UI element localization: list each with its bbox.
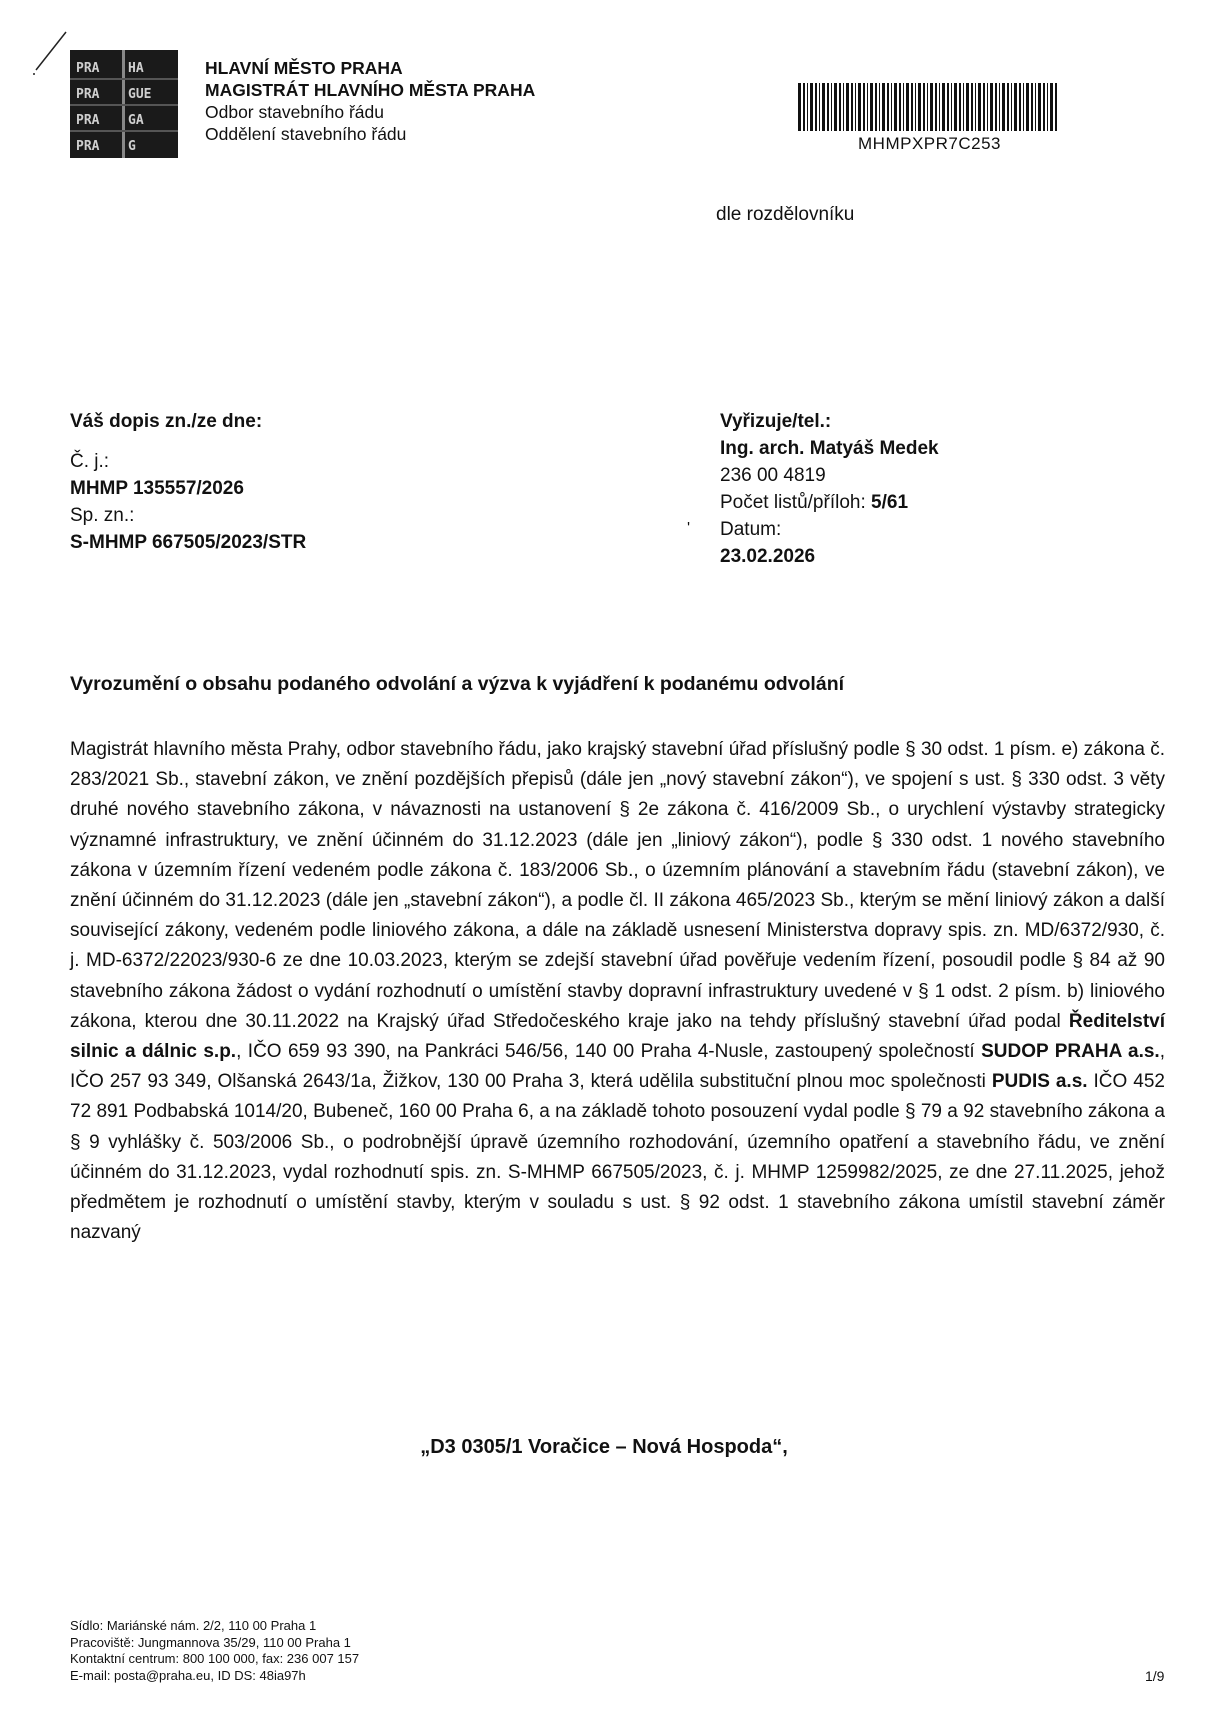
handler-label: Vyřizuje/tel.: [720, 411, 832, 432]
barcode-bar [839, 83, 841, 131]
barcode-bar [923, 83, 925, 131]
body-text-1: Magistrát hlavního města Prahy, odbor stavebního řádu, jako krajský stavební úřad příslušný podle § 30 odst. 1 písm. e) zákona č. 283/2021 Sb., stavební zákon, ve znění pozdějších přepisů (dále jen „nový stavební zákon“), ve spojení s ust. § 330 odst. 3 věty druhé nového stavebního zákona, v návaznosti na ustanovení § 2e zákona č. 416/2009 Sb., o urychlení výstavby strategicky významné infrastruktury, ve znění účinném do 31.12.2023 (dále jen „liniový zákon“), podle § 330 odst. 1 nového stavebního zákona v územním řízení vedeném podle zákona č. 183/2006 Sb., o územním plánování a stavebním řádu (stavební zákon), ve znění účinném do 31.12.2023 (dále jen „stavební zákon“), a podle čl. II zákona 465/2023 Sb., kterým se mění liniový zákon a další související zákony, vedeném podle liniového zákona, a dále na základě usnesení Ministerstva dopravy spis. zn. MD/6372/930, č. j. MD-6372/22023/930-6 ze dne 10.03.2023, kterým se zdejší stavební úřad pověřuje vedením řízení, posoudil podle § 84 až 90 stavebního zákona žádost o vydání rozhodnutí o umístění stavby dopravní infrastruktury uvedené v § 1 odst. 2 písm. b) liniového zákona, kterou dne 30.11.2022 na Krajský úřad Středočeského kraje jako na tehdy příslušný stavební úřad podal [70, 739, 1165, 1032]
barcode-bar [1035, 83, 1036, 131]
page-number: 1/9 [1145, 1668, 1165, 1684]
barcode-bar [887, 83, 889, 131]
org-department: Odbor stavebního řádu [205, 102, 385, 122]
footer-email: E-mail: posta@praha.eu, ID DS: 48ia97h [70, 1667, 306, 1683]
barcode-bar [875, 83, 877, 131]
file-number-label: Sp. zn.: [70, 505, 135, 526]
org-section: Oddělení stavebního řádu [205, 124, 407, 144]
barcode-bar [1038, 83, 1041, 131]
barcode-bar [867, 83, 868, 131]
handler-block [720, 408, 1160, 570]
barcode-bar [930, 83, 933, 131]
barcode-bar [947, 83, 949, 131]
barcode-bar [851, 83, 853, 131]
pages-value: 5/61 [871, 492, 909, 513]
barcode-bar [987, 83, 988, 131]
org-rsd: Ředitelství silnic a dálnic s.p. [70, 1010, 1165, 1063]
corner-stroke-mark [30, 30, 70, 80]
project-title-text: „D3 0305/1 Voračice – Nová Hospoda“, [420, 1436, 788, 1458]
barcode-bar [927, 83, 928, 131]
barcode-bar [855, 83, 856, 131]
barcode-bar [846, 83, 849, 131]
barcode-bar [951, 83, 952, 131]
barcode-bar [939, 83, 940, 131]
barcode-bar [894, 83, 897, 131]
barcode-bar [995, 83, 997, 131]
barcode-bar [879, 83, 880, 131]
body-text-4: IČO 452 72 891 Podbabská 1014/20, Bubeneč, 160 00 Praha 6, a na základě tohoto posouzení vydal podle § 79 a 92 stavebního zákona a § 9 vyhlášky č. 503/2006 Sb., o podrobnější úpravě územního rozhodování, územního opatření a stavebního řádu, ve znění účinném do 31.12.2023, vydal rozhodnutí spis. zn. S-MHMP 667505/2023, č. j. MHMP 1259982/2025, ze dne 27.11.2025, jehož předmětem je rozhodnutí o umístění stavby, kterým v souladu s ust. § 92 odst. 1 stavebního zákona umístil stavební záměr nazvaný [70, 1071, 1165, 1244]
recipient-line: dle rozdělovníku [716, 204, 855, 225]
svg-text:PRA: PRA [76, 87, 100, 102]
svg-text:PRA: PRA [76, 113, 100, 128]
barcode-bar [831, 83, 832, 131]
body-text-2: , IČO 659 93 390, na Pankráci 546/56, 140 00 Praha 4-Nusle, zastoupený společností [236, 1041, 982, 1063]
org-sudop: SUDOP PRAHA a.s. [981, 1041, 1160, 1063]
barcode-bar [942, 83, 945, 131]
barcode-bar [906, 83, 909, 131]
barcode-bar [983, 83, 985, 131]
svg-text:GA: GA [128, 113, 144, 128]
barcode-bar [870, 83, 873, 131]
barcode-bar [1043, 83, 1045, 131]
svg-text:PRA: PRA [76, 61, 100, 76]
barcode-bar [1047, 83, 1048, 131]
body-text-3: , IČO 257 93 349, Olšanská 2643/1a, Žižkov, 130 00 Praha 3, která udělila substituční plnou moc společnosti [70, 1041, 1165, 1093]
stray-mark: ' [687, 520, 691, 537]
org-city-name: HLAVNÍ MĚSTO PRAHA [205, 58, 403, 78]
barcode-id: MHMPXPR7C253 [858, 134, 1001, 153]
barcode-bar [863, 83, 865, 131]
letter-body [70, 735, 1165, 1248]
barcode-bar [899, 83, 901, 131]
svg-text:PRA: PRA [76, 139, 100, 154]
barcode-bar [999, 83, 1000, 131]
barcode-bar [990, 83, 993, 131]
letter-subject: Vyrozumění o obsahu podaného odvolání a výzva k vyjádření k podanému odvolání [70, 673, 845, 695]
date-label: Datum: [720, 519, 782, 540]
org-pudis: PUDIS a.s. [991, 1071, 1088, 1093]
body-paragraph [70, 735, 1165, 1248]
barcode-bar [1050, 83, 1053, 131]
barcode-bar [822, 83, 825, 131]
footer-workplace: Pracoviště: Jungmannova 35/29, 110 00 Praha 1 [70, 1634, 351, 1650]
barcode-bar [843, 83, 844, 131]
project-title [0, 1436, 1232, 1459]
footer-seat: Sídlo: Mariánské nám. 2/2, 110 00 Praha 1 [70, 1618, 317, 1633]
barcode-bar [1019, 83, 1021, 131]
barcode-bar [858, 83, 861, 131]
barcode-bar [1055, 83, 1057, 131]
barcode-bar [834, 83, 837, 131]
file-number-value: S-MHMP 667505/2023/STR [70, 532, 307, 553]
barcode-bar [954, 83, 957, 131]
barcode-bar [966, 83, 969, 131]
barcode-bar [971, 83, 973, 131]
reference-block [70, 408, 490, 556]
barcode-bar [810, 83, 813, 131]
barcode-bar [891, 83, 892, 131]
letter-footer [70, 1618, 359, 1684]
prague-city-logo [70, 50, 178, 158]
ref-number-value: MHMP 135557/2026 [70, 478, 244, 499]
barcode-bar [882, 83, 885, 131]
barcode-bar [807, 83, 808, 131]
barcode-bar [978, 83, 981, 131]
barcode-bar [911, 83, 913, 131]
barcode-bar [1002, 83, 1005, 131]
barcode-bar [903, 83, 904, 131]
ref-number-label: Č. j.: [70, 451, 110, 472]
barcode-bar [1014, 83, 1017, 131]
barcode-bar [1026, 83, 1029, 131]
barcode-bar [815, 83, 817, 131]
barcode-bar [819, 83, 820, 131]
barcode-bar [1011, 83, 1012, 131]
barcode-bar [918, 83, 921, 131]
svg-text:HA: HA [128, 61, 144, 76]
your-letter-label: Váš dopis zn./ze dne: [70, 411, 263, 432]
pages-count [720, 489, 1160, 516]
date-value: 23.02.2026 [720, 546, 816, 567]
document-barcode [798, 83, 1058, 131]
barcode-bar [963, 83, 964, 131]
barcode-bar [935, 83, 937, 131]
barcode-bar [803, 83, 805, 131]
barcode-bar [975, 83, 976, 131]
barcode-bar [1007, 83, 1009, 131]
pages-label: Počet listů/příloh: [720, 492, 872, 513]
barcode-bar [1023, 83, 1024, 131]
barcode-bar [959, 83, 961, 131]
org-magistrate-name: MAGISTRÁT HLAVNÍHO MĚSTA PRAHA [205, 80, 536, 100]
barcode-bar [1031, 83, 1033, 131]
footer-contact: Kontaktní centrum: 800 100 000, fax: 236 007 157 [70, 1651, 360, 1666]
barcode-bar [915, 83, 916, 131]
svg-text:G: G [128, 139, 136, 154]
handler-phone: 236 00 4819 [720, 465, 826, 486]
handler-name: Ing. arch. Matyáš Medek [720, 438, 939, 459]
svg-text:GUE: GUE [128, 87, 152, 102]
barcode-bar [827, 83, 829, 131]
barcode-bar [798, 83, 801, 131]
